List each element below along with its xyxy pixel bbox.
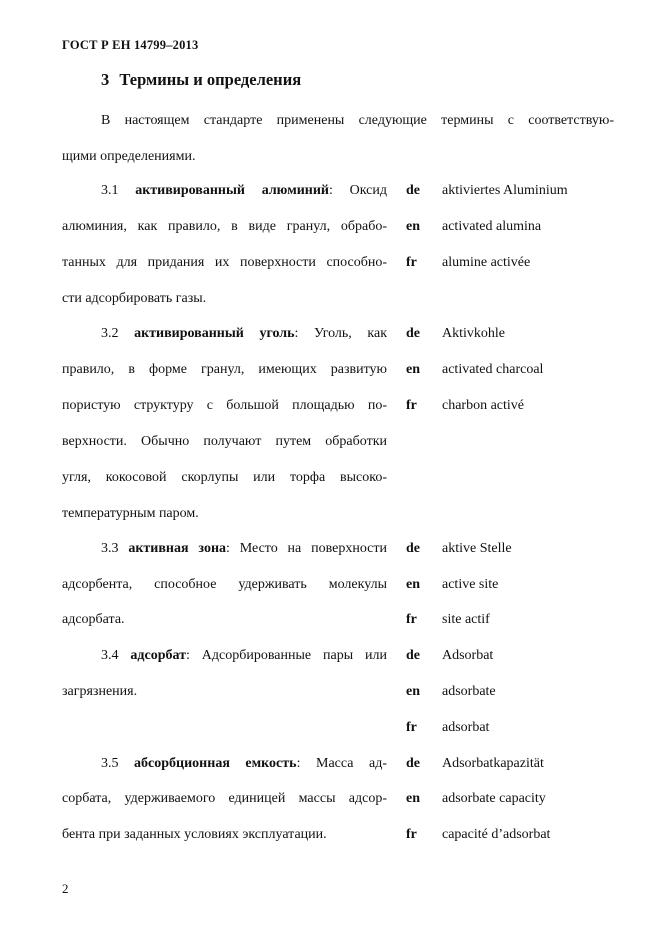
translation-term: Adsorbatkapazität	[442, 756, 544, 771]
entry-3-1-first-line	[101, 182, 387, 200]
entry-term: активированный алюминий	[135, 183, 329, 198]
lang-code: de	[406, 541, 420, 556]
lang-code: en	[406, 577, 420, 592]
entry-number: 3.3	[101, 541, 119, 556]
entry-definition-start: : Уголь, как	[294, 326, 387, 341]
translation-term: site actif	[442, 612, 490, 627]
translation-term: aktiviertes Aluminium	[442, 183, 568, 198]
intro-line-2: щими определениями.	[62, 149, 196, 164]
translation-term: capacité d’adsorbat	[442, 827, 551, 842]
entry-3-4-first-line	[101, 647, 387, 665]
section-number: 3	[101, 70, 110, 89]
entry-line: сти адсорбировать газы.	[62, 291, 207, 306]
entry-term: активная зона	[128, 541, 227, 556]
translation-term: charbon activé	[442, 398, 525, 413]
entry-definition-start: : Адсорбированные пары или	[186, 648, 388, 663]
entry-line: бента при заданных условиях эксплуатации.	[62, 827, 327, 842]
entry-line: температурным паром.	[62, 506, 199, 521]
lang-code: de	[406, 183, 420, 198]
translation-term: Adsorbat	[442, 648, 494, 663]
translation-term: adsorbate	[442, 684, 496, 699]
entry-number: 3.5	[101, 756, 119, 771]
lang-code: de	[406, 648, 420, 663]
entry-term: адсорбат	[130, 648, 187, 663]
entry-line: сорбата, удерживаемого единицей массы адсор-	[62, 791, 387, 806]
entry-3-3-first-line	[101, 540, 387, 558]
translation-term: alumine activée	[442, 255, 531, 270]
translation-term: active site	[442, 577, 499, 592]
entry-line: танных для придания их поверхности способно-	[62, 255, 387, 270]
entry-line: адсорбента, способное удерживать молекулы	[62, 577, 387, 592]
translation-term: adsorbate capacity	[442, 791, 546, 806]
entry-line: угля, кокосовой скорлупы или торфа высоко-	[62, 470, 387, 485]
entry-line: загрязнения.	[62, 684, 138, 699]
lang-code: en	[406, 219, 420, 234]
lang-code: de	[406, 756, 420, 771]
lang-code: fr	[406, 398, 417, 413]
entry-3-5-first-line	[101, 755, 387, 773]
section-title	[101, 70, 301, 90]
entry-definition-start: : Масса ад-	[296, 756, 388, 771]
page-number: 2	[62, 881, 69, 896]
entry-line: алюминия, как правило, в виде гранул, обрабо-	[62, 219, 387, 234]
entry-line: правило, в форме гранул, имеющих развитую	[62, 362, 387, 377]
entry-number: 3.4	[101, 648, 119, 663]
entry-line: верхности. Обычно получают путем обработки	[62, 434, 387, 449]
lang-code: de	[406, 326, 420, 341]
entry-3-2-first-line	[101, 325, 387, 343]
entry-term: абсорбционная емкость	[134, 756, 297, 771]
translation-term: Aktivkohle	[442, 326, 505, 341]
lang-code: fr	[406, 612, 417, 627]
entry-line: пористую структуру с большой площадью по-	[62, 398, 387, 413]
entry-term: активированный уголь	[134, 326, 295, 341]
intro-line-1: В настоящем стандарте применены следующие термины с соответствую-	[101, 113, 614, 128]
lang-code: fr	[406, 827, 417, 842]
translation-term: activated charcoal	[442, 362, 544, 377]
translation-term: activated alumina	[442, 219, 542, 234]
entry-number: 3.2	[101, 326, 119, 341]
entry-definition-start: : Оксид	[329, 183, 387, 198]
lang-code: en	[406, 684, 420, 699]
section-title-text: Термины и определения	[119, 70, 302, 89]
lang-code: en	[406, 362, 420, 377]
entry-number: 3.1	[101, 183, 119, 198]
entry-line: адсорбата.	[62, 612, 125, 627]
document-header: ГОСТ Р ЕН 14799–2013	[62, 38, 199, 52]
lang-code: fr	[406, 720, 417, 735]
translation-term: aktive Stelle	[442, 541, 512, 556]
translation-term: adsorbat	[442, 720, 490, 735]
entry-definition-start: : Место на поверхности	[226, 541, 388, 556]
lang-code: fr	[406, 255, 417, 270]
lang-code: en	[406, 791, 420, 806]
